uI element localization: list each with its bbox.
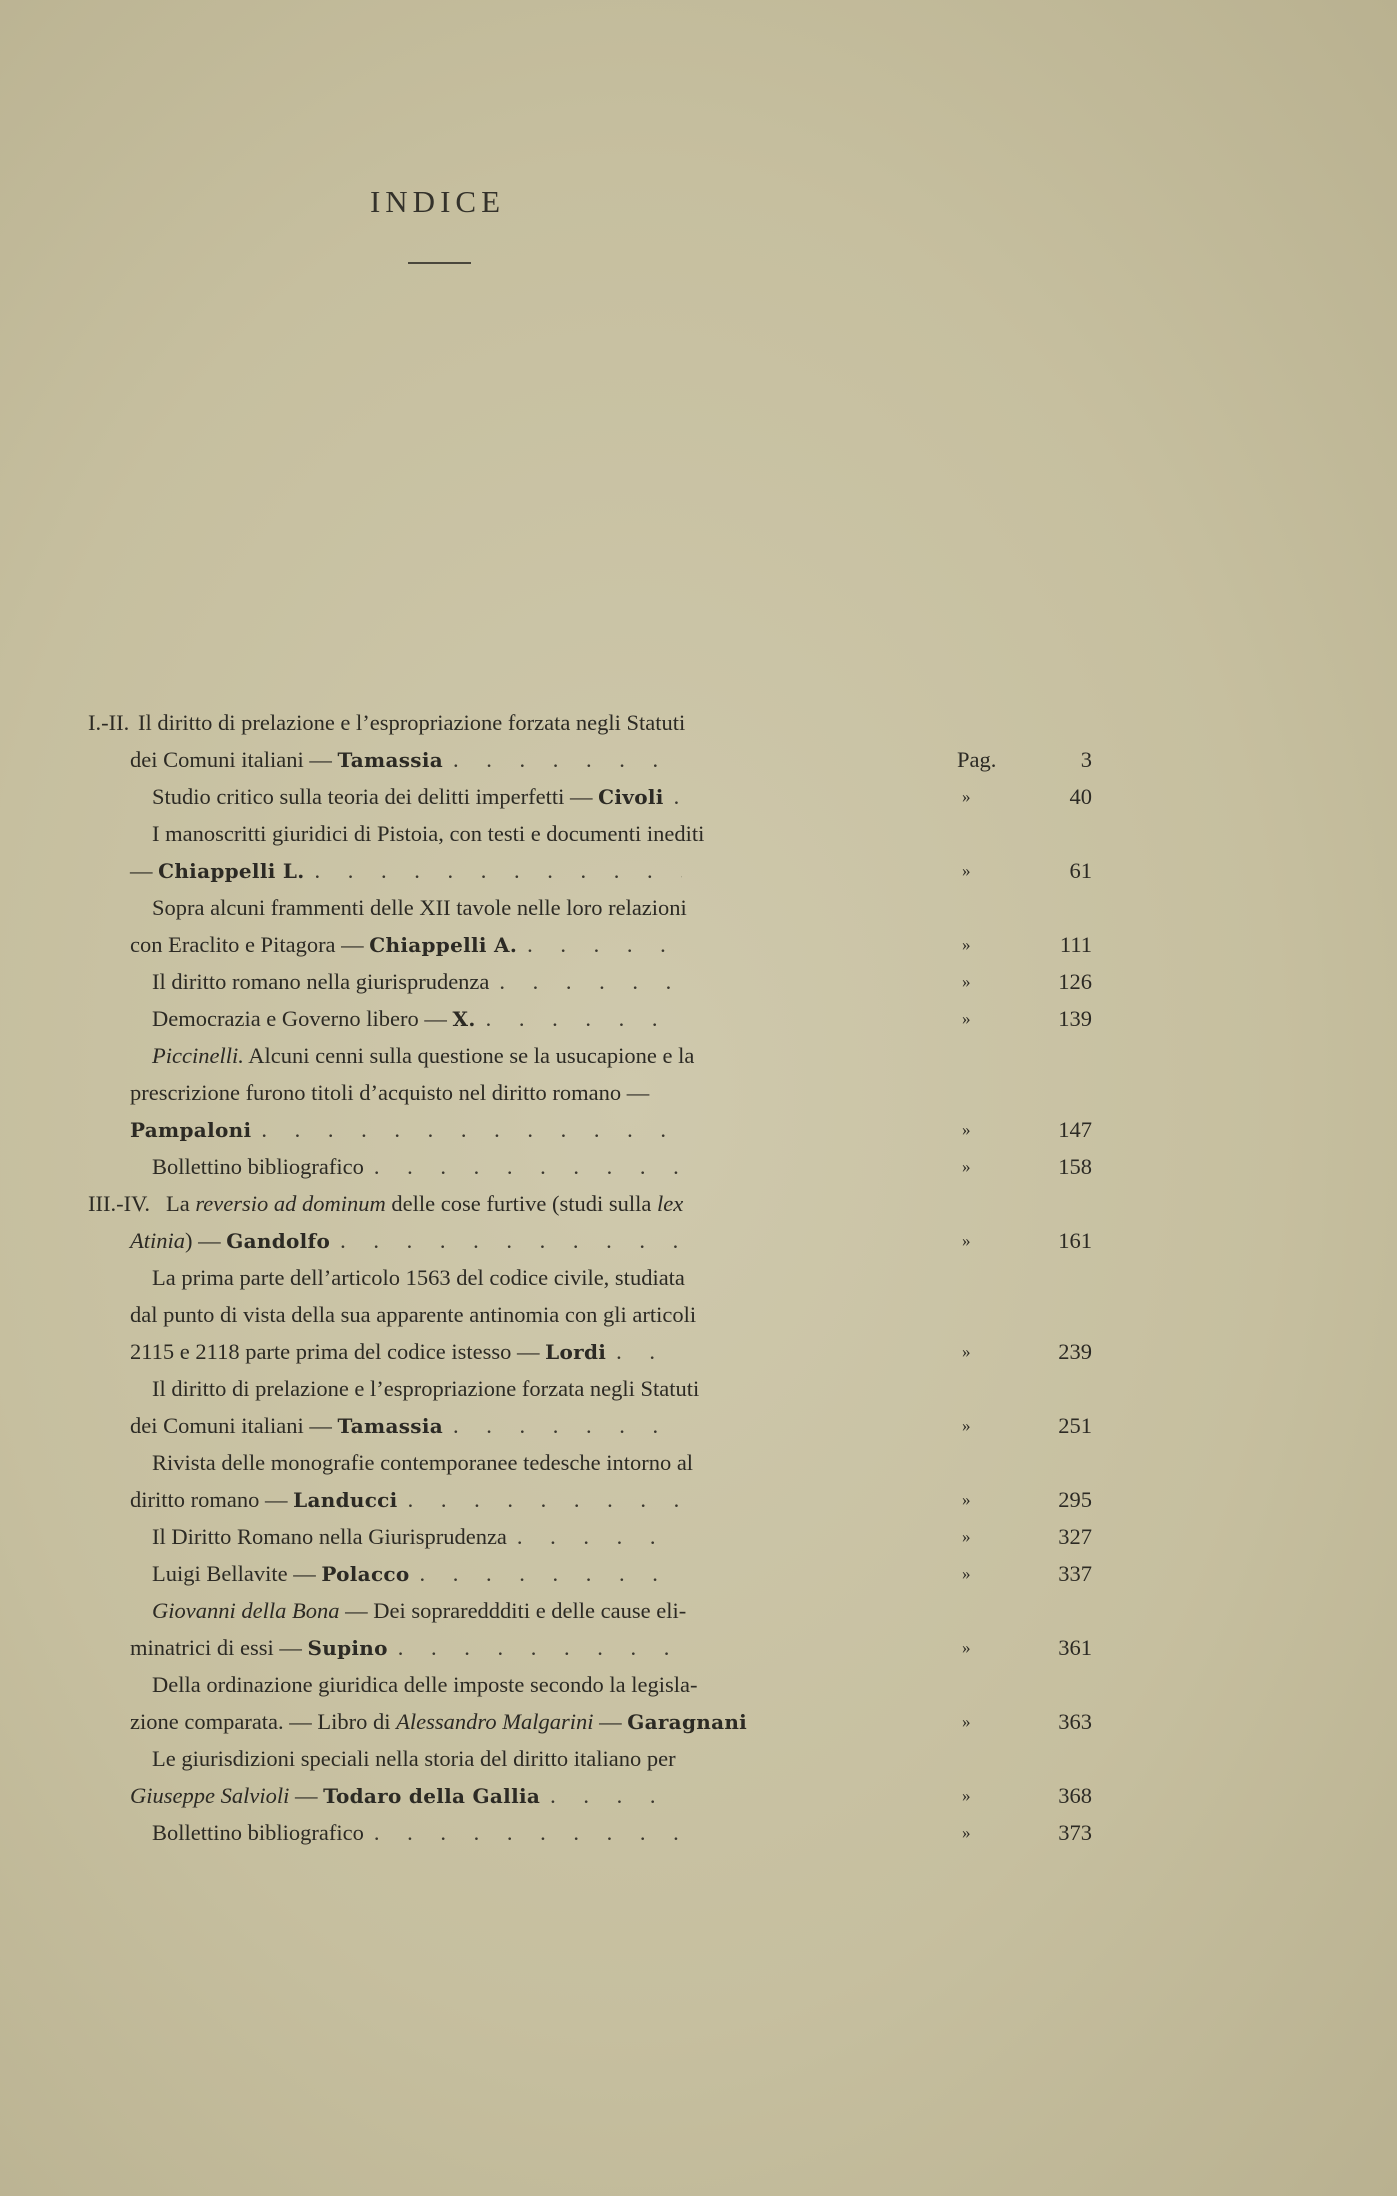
ditto-mark: » <box>962 1712 971 1731</box>
author-name: Lordi <box>545 1340 607 1364</box>
italic-text: reversio ad dominum <box>195 1191 386 1216</box>
entry-text <box>152 1259 685 1296</box>
toc-line <box>0 1111 1397 1148</box>
toc-line <box>0 741 1397 778</box>
dot-leader <box>499 963 682 1000</box>
page-number: 327 <box>1058 1524 1092 1549</box>
entry-text <box>152 778 682 816</box>
dot-leader <box>550 1777 682 1814</box>
toc-line <box>0 1518 1397 1555</box>
dot-leader <box>527 926 682 963</box>
entry-title: delle cose furtive (studi sulla <box>385 1191 657 1216</box>
toc-line <box>0 963 1397 1000</box>
entry-title: Bollettino bibliografico <box>152 1820 364 1845</box>
entry-text <box>130 1629 682 1667</box>
entry-text <box>130 1333 682 1371</box>
page-number: 363 <box>1058 1709 1092 1734</box>
italic-text: Giuseppe Salvioli <box>130 1783 290 1808</box>
entry-text <box>130 741 682 779</box>
toc-line <box>0 1481 1397 1518</box>
entry-text <box>152 1037 694 1074</box>
toc-line <box>0 1740 1397 1777</box>
dot-leader <box>616 1333 682 1370</box>
entry-text <box>152 1814 682 1851</box>
entry-title: ) — <box>185 1228 227 1253</box>
page-number: 111 <box>1059 932 1092 957</box>
entry-text <box>138 704 685 741</box>
entry-title: — Dei soprareddditi e delle cause eli- <box>339 1598 687 1623</box>
page-number: 295 <box>1058 1487 1092 1512</box>
dot-leader <box>453 741 682 778</box>
entry-title: — <box>289 1783 324 1808</box>
toc-line <box>0 1000 1397 1037</box>
entry-text <box>130 1074 649 1111</box>
entry-title: Della ordinazione giuridica delle imposte secondo la legisla- <box>152 1672 698 1697</box>
entry-text <box>130 1481 682 1519</box>
toc-line <box>0 1407 1397 1444</box>
entry-title: dei Comuni italiani — <box>130 1413 338 1438</box>
italic-text: Alessandro Malgarini <box>396 1709 594 1734</box>
entry-title: Alcuni cenni sulla questione se la usucapione e la <box>243 1043 695 1068</box>
page-number: 126 <box>1058 969 1092 994</box>
toc-line <box>0 1333 1397 1370</box>
page-number: 3 <box>1080 747 1092 772</box>
entry-text <box>130 1777 682 1815</box>
author-name: Gandolfo <box>226 1229 331 1253</box>
toc-line <box>0 1703 1397 1740</box>
page-number: 158 <box>1058 1154 1092 1179</box>
entry-title: Bollettino bibliografico <box>152 1154 364 1179</box>
toc-line <box>0 815 1397 852</box>
dot-leader <box>340 1222 682 1259</box>
author-name: Garagnani <box>627 1710 748 1734</box>
dot-leader <box>453 1407 682 1444</box>
toc-line <box>0 1444 1397 1481</box>
ditto-mark: » <box>962 1231 971 1250</box>
toc-line <box>0 1074 1397 1111</box>
page-number: 251 <box>1058 1413 1092 1438</box>
toc-line <box>0 1222 1397 1259</box>
entry-title: Il diritto romano nella giurisprudenza <box>152 969 490 994</box>
dot-leader <box>398 1629 682 1666</box>
page-number: 337 <box>1058 1561 1092 1586</box>
entry-title: La prima parte dell’articolo 1563 del codice civile, studiata <box>152 1265 685 1290</box>
entry-title: 2115 e 2118 parte prima del codice istesso — <box>130 1339 546 1364</box>
ditto-mark: » <box>962 1564 971 1583</box>
page-number: 239 <box>1058 1339 1092 1364</box>
dot-leader <box>408 1481 682 1518</box>
toc-line <box>0 926 1397 963</box>
entry-text <box>130 926 682 964</box>
entry-title: minatrici di essi — <box>130 1635 308 1660</box>
author-name: Chiappelli L. <box>158 859 305 883</box>
author-name: Supino <box>307 1636 388 1660</box>
toc-line <box>0 1037 1397 1074</box>
ditto-mark: » <box>962 1527 971 1546</box>
ditto-mark: » <box>962 1490 971 1509</box>
ditto-mark: » <box>962 972 971 991</box>
dot-leader <box>486 1000 682 1037</box>
entry-text <box>152 815 704 852</box>
toc-line <box>0 1296 1397 1333</box>
toc-line <box>0 704 1397 741</box>
toc-line <box>0 1185 1397 1222</box>
page-number: 373 <box>1058 1820 1092 1845</box>
entry-text <box>152 1740 676 1777</box>
section-number: I.-II. <box>88 710 130 735</box>
toc-line <box>0 1259 1397 1296</box>
entry-text <box>152 1555 682 1593</box>
ditto-mark: » <box>962 1823 971 1842</box>
toc-line <box>0 1370 1397 1407</box>
entry-title: zione comparata. — Libro di <box>130 1709 397 1734</box>
entry-title: — <box>593 1709 628 1734</box>
entry-title: — <box>130 858 159 883</box>
entry-text <box>152 1148 682 1185</box>
entry-text <box>130 1222 682 1260</box>
author-name: Polacco <box>321 1562 410 1586</box>
entry-title: diritto romano — <box>130 1487 294 1512</box>
entry-title: dal punto di vista della sua apparente antinomia con gli articoli <box>130 1302 697 1327</box>
page-number: 361 <box>1058 1635 1092 1660</box>
entry-text <box>152 1370 699 1407</box>
toc-line <box>0 1629 1397 1666</box>
author-name: Todaro della Gallia <box>323 1784 541 1808</box>
author-name: Tamassia <box>337 748 444 772</box>
entry-text <box>130 1407 682 1445</box>
entry-title: Il diritto di prelazione e l’espropriazione forzata negli Statuti <box>152 1376 700 1401</box>
entry-title: Il Diritto Romano nella Giurisprudenza <box>152 1524 507 1549</box>
entry-title: con Eraclito e Pitagora — <box>130 932 370 957</box>
italic-text: Giovanni della Bona <box>152 1598 340 1623</box>
entry-text <box>152 1666 697 1703</box>
author-name: X. <box>452 1007 476 1031</box>
entry-title: Sopra alcuni frammenti delle XII tavole nelle loro relazioni <box>152 895 687 920</box>
ditto-mark: » <box>962 1416 971 1435</box>
dot-leader <box>261 1111 682 1148</box>
entry-text <box>152 1518 682 1555</box>
entry-text <box>152 1592 686 1629</box>
ditto-mark: » <box>962 1120 971 1139</box>
ditto-mark: » <box>962 787 971 806</box>
entry-title: La <box>166 1191 196 1216</box>
entry-text <box>130 1296 696 1333</box>
entry-text <box>130 1111 682 1149</box>
entry-text <box>130 852 682 890</box>
dot-leader <box>420 1555 682 1592</box>
entry-title: Il diritto di prelazione e l’espropriazione forzata negli Statuti <box>138 710 686 735</box>
entry-title: Le giurisdizioni speciali nella storia del diritto italiano per <box>152 1746 676 1771</box>
dot-leader <box>374 1148 682 1185</box>
toc-line <box>0 1555 1397 1592</box>
entry-title: dei Comuni italiani — <box>130 747 338 772</box>
title-rule <box>408 262 471 264</box>
entry-text <box>152 1000 682 1038</box>
dot-leader <box>374 1814 682 1851</box>
entry-text <box>166 1185 683 1222</box>
author-name: Chiappelli A. <box>369 933 518 957</box>
dot-leader <box>517 1518 682 1555</box>
page-number: 147 <box>1058 1117 1092 1142</box>
italic-text: Piccinelli. <box>152 1043 244 1068</box>
entry-title: Studio critico sulla teoria dei delitti imperfetti — <box>152 784 599 809</box>
ditto-mark: » <box>962 1009 971 1028</box>
entry-title: Democrazia e Governo libero — <box>152 1006 453 1031</box>
author-name: Civoli <box>598 785 664 809</box>
section-number: III.-IV. <box>88 1191 151 1216</box>
page-number: 368 <box>1058 1783 1092 1808</box>
entry-text <box>152 963 682 1000</box>
page-number: 61 <box>1069 858 1092 883</box>
entry-title: Luigi Bellavite — <box>152 1561 322 1586</box>
author-name: Pampaloni <box>130 1118 252 1142</box>
page-number: 40 <box>1069 784 1092 809</box>
dot-leader <box>674 778 682 815</box>
toc-line <box>0 1814 1397 1851</box>
ditto-mark: » <box>962 861 971 880</box>
author-name: Landucci <box>293 1488 398 1512</box>
toc-line <box>0 852 1397 889</box>
toc-line <box>0 1592 1397 1629</box>
page-number: 139 <box>1058 1006 1092 1031</box>
page-title: INDICE <box>369 184 506 219</box>
page-label: Pag. <box>957 747 997 772</box>
toc-line <box>0 1148 1397 1185</box>
ditto-mark: » <box>962 1786 971 1805</box>
dot-leader <box>315 852 682 889</box>
entry-title: Rivista delle monografie contemporanee tedesche intorno al <box>152 1450 694 1475</box>
author-name: Tamassia <box>337 1414 444 1438</box>
entry-text <box>152 889 687 926</box>
entry-text <box>130 1703 748 1741</box>
entry-text <box>152 1444 693 1481</box>
toc-line <box>0 889 1397 926</box>
ditto-mark: » <box>962 935 971 954</box>
toc-line <box>0 1777 1397 1814</box>
entry-title: I manoscritti giuridici di Pistoia, con testi e documenti inediti <box>152 821 705 846</box>
italic-text: lex <box>656 1191 684 1216</box>
italic-text: Atinia <box>130 1228 185 1253</box>
entry-title: prescrizione furono titoli d’acquisto nel diritto romano — <box>130 1080 650 1105</box>
ditto-mark: » <box>962 1342 971 1361</box>
ditto-mark: » <box>962 1638 971 1657</box>
page-number: 161 <box>1058 1228 1092 1253</box>
toc-line <box>0 1666 1397 1703</box>
ditto-mark: » <box>962 1157 971 1176</box>
toc-line <box>0 778 1397 815</box>
